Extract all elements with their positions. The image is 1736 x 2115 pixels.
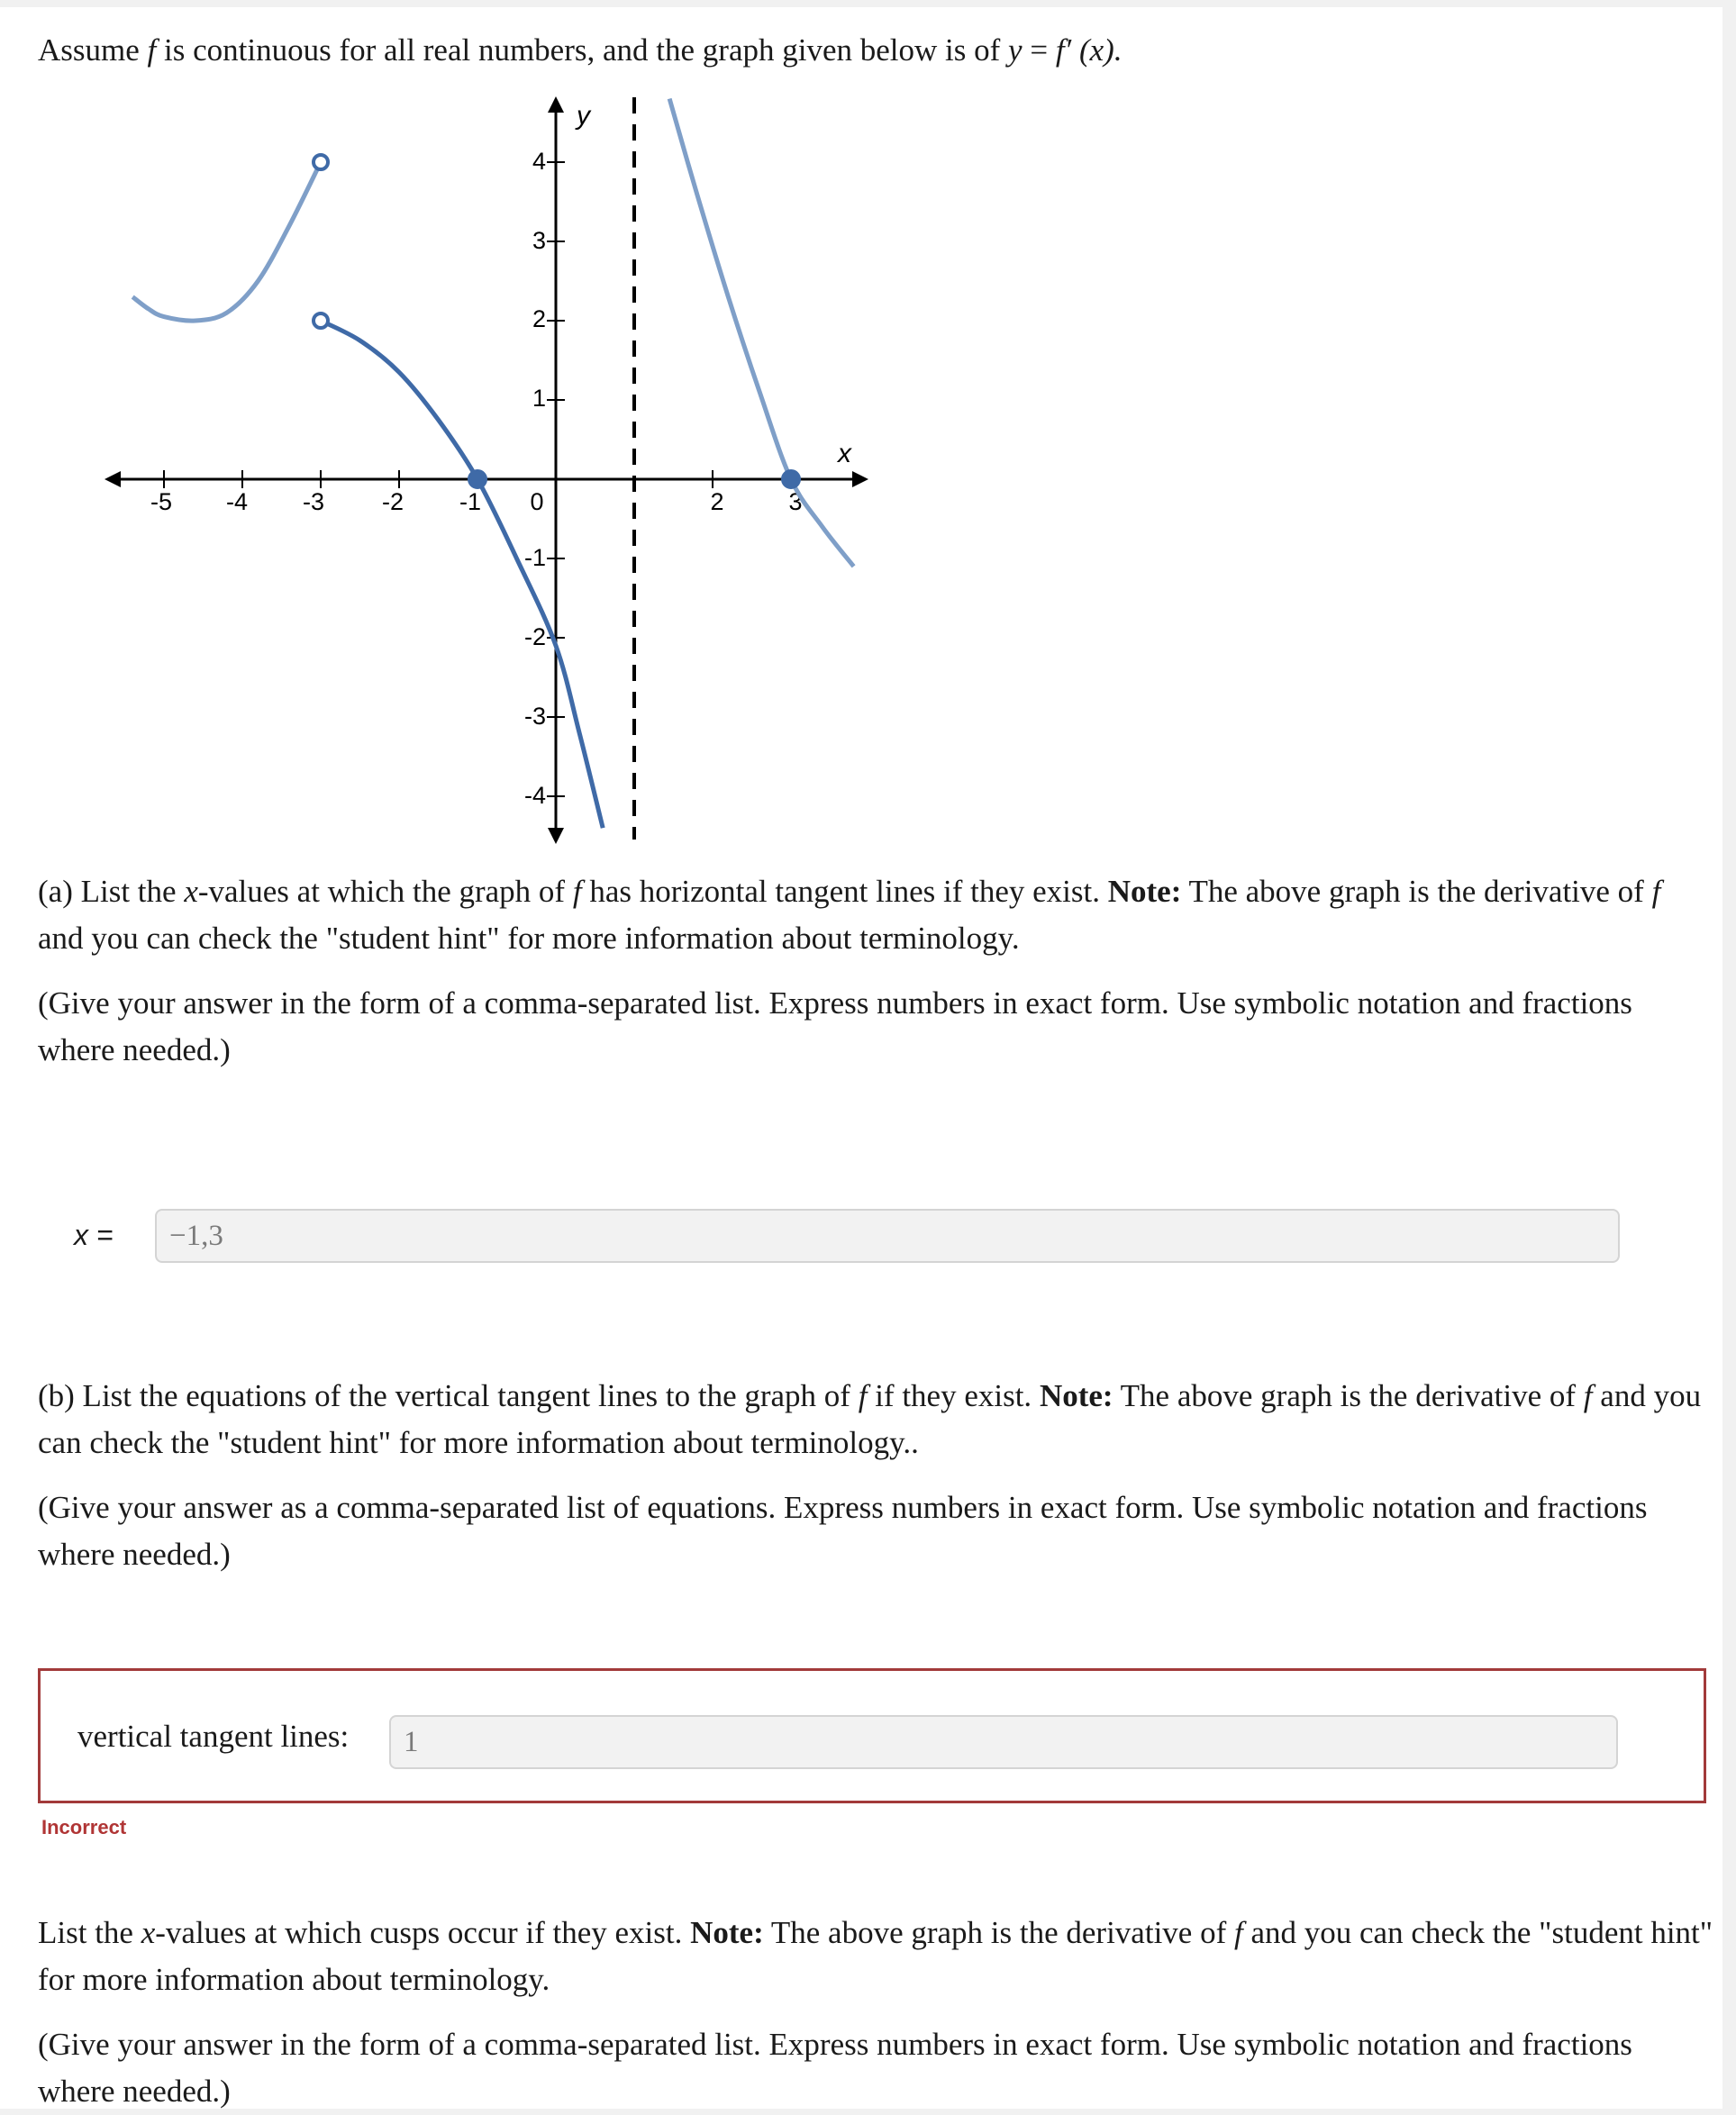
x-tick-label: -3 [302, 488, 325, 515]
y-tick-label: -3 [523, 703, 546, 730]
part-b-note-label: Note: [1039, 1378, 1113, 1413]
intro-text-2: is continuous for all real numbers, and the graph given below is of [156, 32, 1009, 68]
part-a-f: f [572, 874, 582, 909]
curve-3 [669, 99, 853, 567]
part-b-question [38, 1373, 1713, 1466]
part-a-text-1: (a) List the [38, 874, 185, 909]
part-a-text-2: -values at which the graph of [197, 874, 573, 909]
part-a-instructions: (Give your answer in the form of a comma-separated list. Express numbers in exact form. Use symbolic notation and fractions where needed.) [38, 985, 1632, 1067]
y-axis-label: y [577, 101, 590, 131]
intro-eq: = [1022, 32, 1056, 68]
part-c-note-end: and you can check the "student hint" for more information about terminology. [38, 1915, 1713, 1997]
part-b-text-2: if they exist. [867, 1378, 1040, 1413]
part-c-note-text: The above graph is the derivative of [763, 1915, 1234, 1950]
y-tick-label: 1 [532, 385, 546, 412]
open-point [314, 155, 328, 169]
intro-f: f [147, 32, 157, 68]
part-b-f2: f [1583, 1378, 1593, 1413]
x-tick-label: -5 [150, 488, 173, 515]
part-a-note-text: The above graph is the derivative of [1181, 874, 1652, 909]
y-tick-label: -2 [523, 623, 546, 650]
derivative-graph [0, 7, 901, 854]
x-tick-label: 3 [788, 488, 803, 515]
part-a-note-label: Note: [1107, 874, 1182, 909]
part-b-f: f [858, 1378, 868, 1413]
y-tick-label: -1 [523, 544, 546, 571]
question-page [0, 7, 1722, 2109]
part-c-x: x [141, 1915, 156, 1950]
part-b-answer-label: vertical tangent lines: [77, 1719, 350, 1754]
part-c-text-1: List the [38, 1915, 141, 1950]
intro-x: (x). [1078, 32, 1122, 68]
part-c-f: f [1233, 1915, 1243, 1950]
incorrect-status: Incorrect [41, 1816, 127, 1838]
part-a-answer-input[interactable]: −1,3 [155, 1209, 1620, 1263]
y-tick-label: 4 [532, 148, 546, 175]
x-tick-label: -1 [459, 488, 482, 515]
open-point [314, 313, 328, 328]
part-b-text-1: (b) List the equations of the vertical tangent lines to the graph of [38, 1378, 859, 1413]
x-tick-label: 2 [710, 488, 724, 515]
intro-fprime: f′ [1055, 32, 1072, 68]
y-tick-label: -4 [523, 782, 546, 809]
part-b-answer-input[interactable]: 1 [389, 1715, 1618, 1769]
y-tick-label: 3 [532, 227, 546, 254]
curve-1 [132, 162, 321, 321]
part-c-instructions: (Give your answer in the form of a comma-separated list. Express numbers in exact form. Use symbolic notation and fractions where needed.) [38, 2027, 1632, 2109]
x-tick-label: -4 [225, 488, 249, 515]
x-tick-label: -2 [381, 488, 404, 515]
part-c-text-2: -values at which cusps occur if they exist. [155, 1915, 691, 1950]
part-c-question [38, 1910, 1713, 2003]
part-b-note-end: and you can check the "student hint" for more information about terminology.. [38, 1378, 1702, 1460]
part-c-note-label: Note: [690, 1915, 764, 1950]
intro-text-1: Assume [38, 32, 148, 68]
x-axis-label: x [838, 439, 851, 468]
y-tick-label: 2 [532, 305, 546, 332]
part-b-note-text: The above graph is the derivative of [1113, 1378, 1584, 1413]
part-a-note-end: and you can check the "student hint" for more information about terminology. [38, 921, 1020, 956]
part-a-text-3: has horizontal tangent lines if they exist. [581, 874, 1108, 909]
part-b-instructions: (Give your answer as a comma-separated list of equations. Express numbers in exact form. Use symbolic notation and fractions where needed.) [38, 1490, 1648, 1572]
curves [132, 99, 853, 829]
part-a-question [38, 868, 1713, 962]
curve-2 [321, 321, 603, 828]
closed-point [469, 471, 486, 487]
part-a-x: x [184, 874, 198, 909]
intro-y: y [1008, 32, 1023, 68]
part-a-answer-label: x = [74, 1219, 114, 1251]
part-a-f2: f [1651, 874, 1661, 909]
x-tick-label: 0 [530, 488, 544, 515]
closed-point [783, 471, 799, 487]
